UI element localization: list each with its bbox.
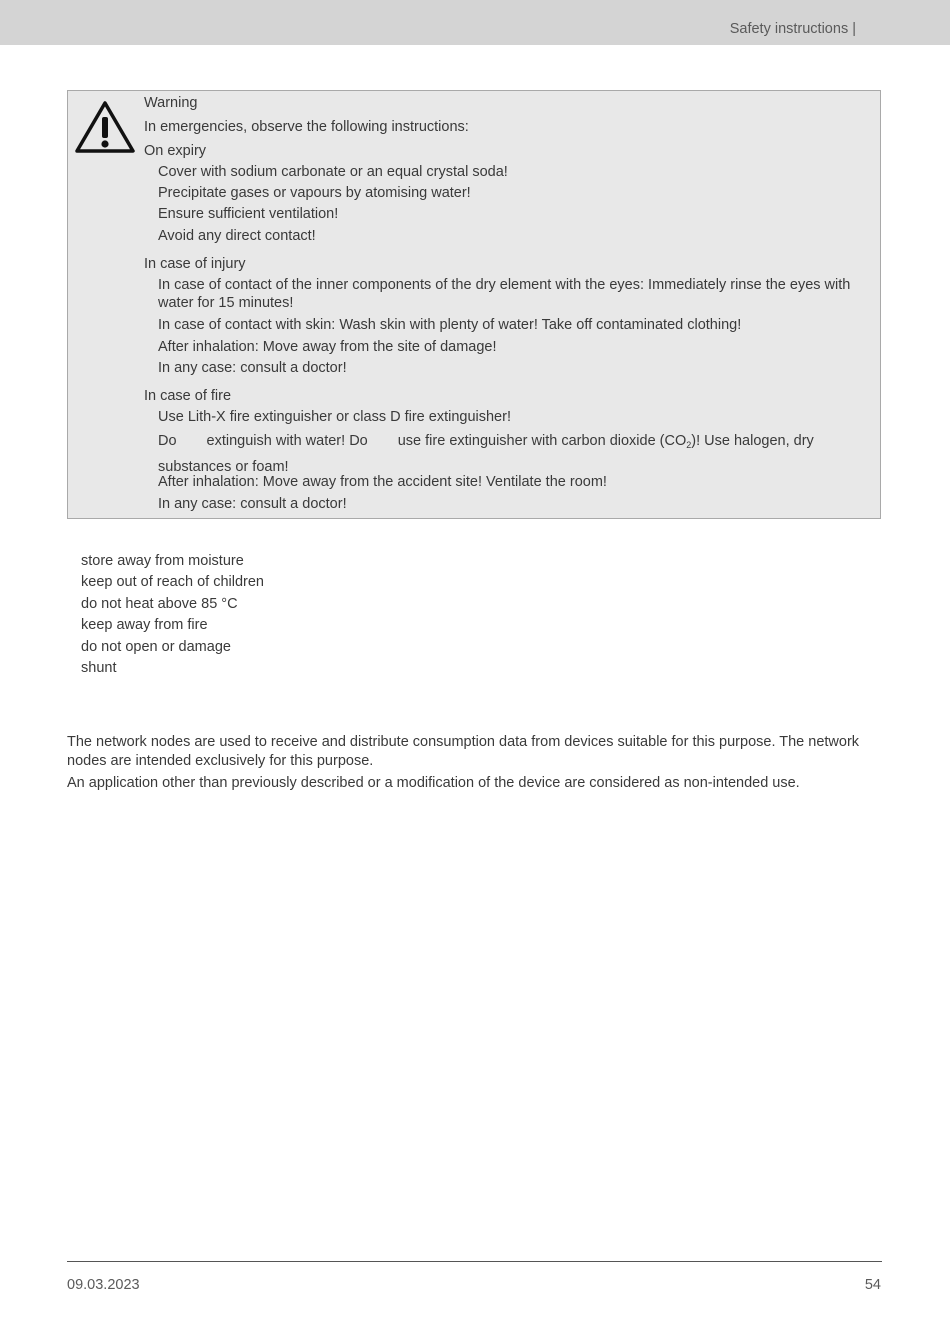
list-item: After inhalation: Move away from the site of damage! <box>158 339 497 355</box>
footer-divider <box>67 1261 882 1262</box>
warning-box <box>67 90 881 519</box>
page-number: 54 <box>864 1277 881 1293</box>
list-item: In case of contact of the inner components of the dry element with the eyes: Immediately rinse the eyes with water for 15 minutes! <box>158 277 851 311</box>
handling-list <box>81 551 264 679</box>
list-item: Ensure sufficient ventilation! <box>158 206 339 222</box>
list-item: Use Lith-X fire extinguisher or class D fire extinguisher! <box>158 409 511 425</box>
warning-title: Warning <box>144 95 198 111</box>
list-item: In any case: consult a doctor! <box>158 496 347 512</box>
list-item: Avoid any direct contact! <box>158 228 316 244</box>
list-item-part: extinguish with water! Do <box>206 433 368 449</box>
list-item-part: )! Use halogen, dry substances or foam! <box>158 433 814 475</box>
list-item: shunt <box>81 659 117 676</box>
list-item: store away from moisture <box>81 553 244 569</box>
warning-triangle-icon <box>74 99 136 155</box>
list-item: In case of contact with skin: Wash skin with plenty of water! Take off contaminated clothing! <box>158 317 742 333</box>
list-item: After inhalation: Move away from the accident site! Ventilate the room! <box>158 474 607 490</box>
list-item-part: Do <box>158 433 177 449</box>
list-item: do not open or damage <box>81 638 231 655</box>
list-item-part: use fire extinguisher with carbon dioxide (CO <box>397 433 687 449</box>
section-heading-injury: In case of injury <box>144 256 246 272</box>
list-item: Precipitate gases or vapours by atomising water! <box>158 185 471 201</box>
footer-date: 09.03.2023 <box>67 1277 140 1293</box>
page-header <box>0 0 950 45</box>
intended-use-paragraph: The network nodes are used to receive and distribute consumption data from devices suitable for this purpose. The network nodes are intended exclusively for this purpose. <box>67 734 860 769</box>
subscript: 2 <box>686 440 692 450</box>
warning-intro: In emergencies, observe the following instructions: <box>144 119 469 135</box>
list-item: keep away from fire <box>81 617 208 634</box>
list-item: In any case: consult a doctor! <box>158 360 347 376</box>
non-intended-use-paragraph: An application other than previously described or a modification of the device are considered as non-intended use. <box>67 775 800 791</box>
list-item <box>158 430 873 478</box>
list-item: do not heat above 85 °C <box>81 595 238 612</box>
section-label: Safety instructions | <box>729 21 856 37</box>
list-item: Cover with sodium carbonate or an equal crystal soda! <box>158 164 508 180</box>
section-heading-expiry: On expiry <box>144 143 207 159</box>
section-heading-fire: In case of fire <box>144 388 232 404</box>
list-item: keep out of reach of children <box>81 574 264 591</box>
